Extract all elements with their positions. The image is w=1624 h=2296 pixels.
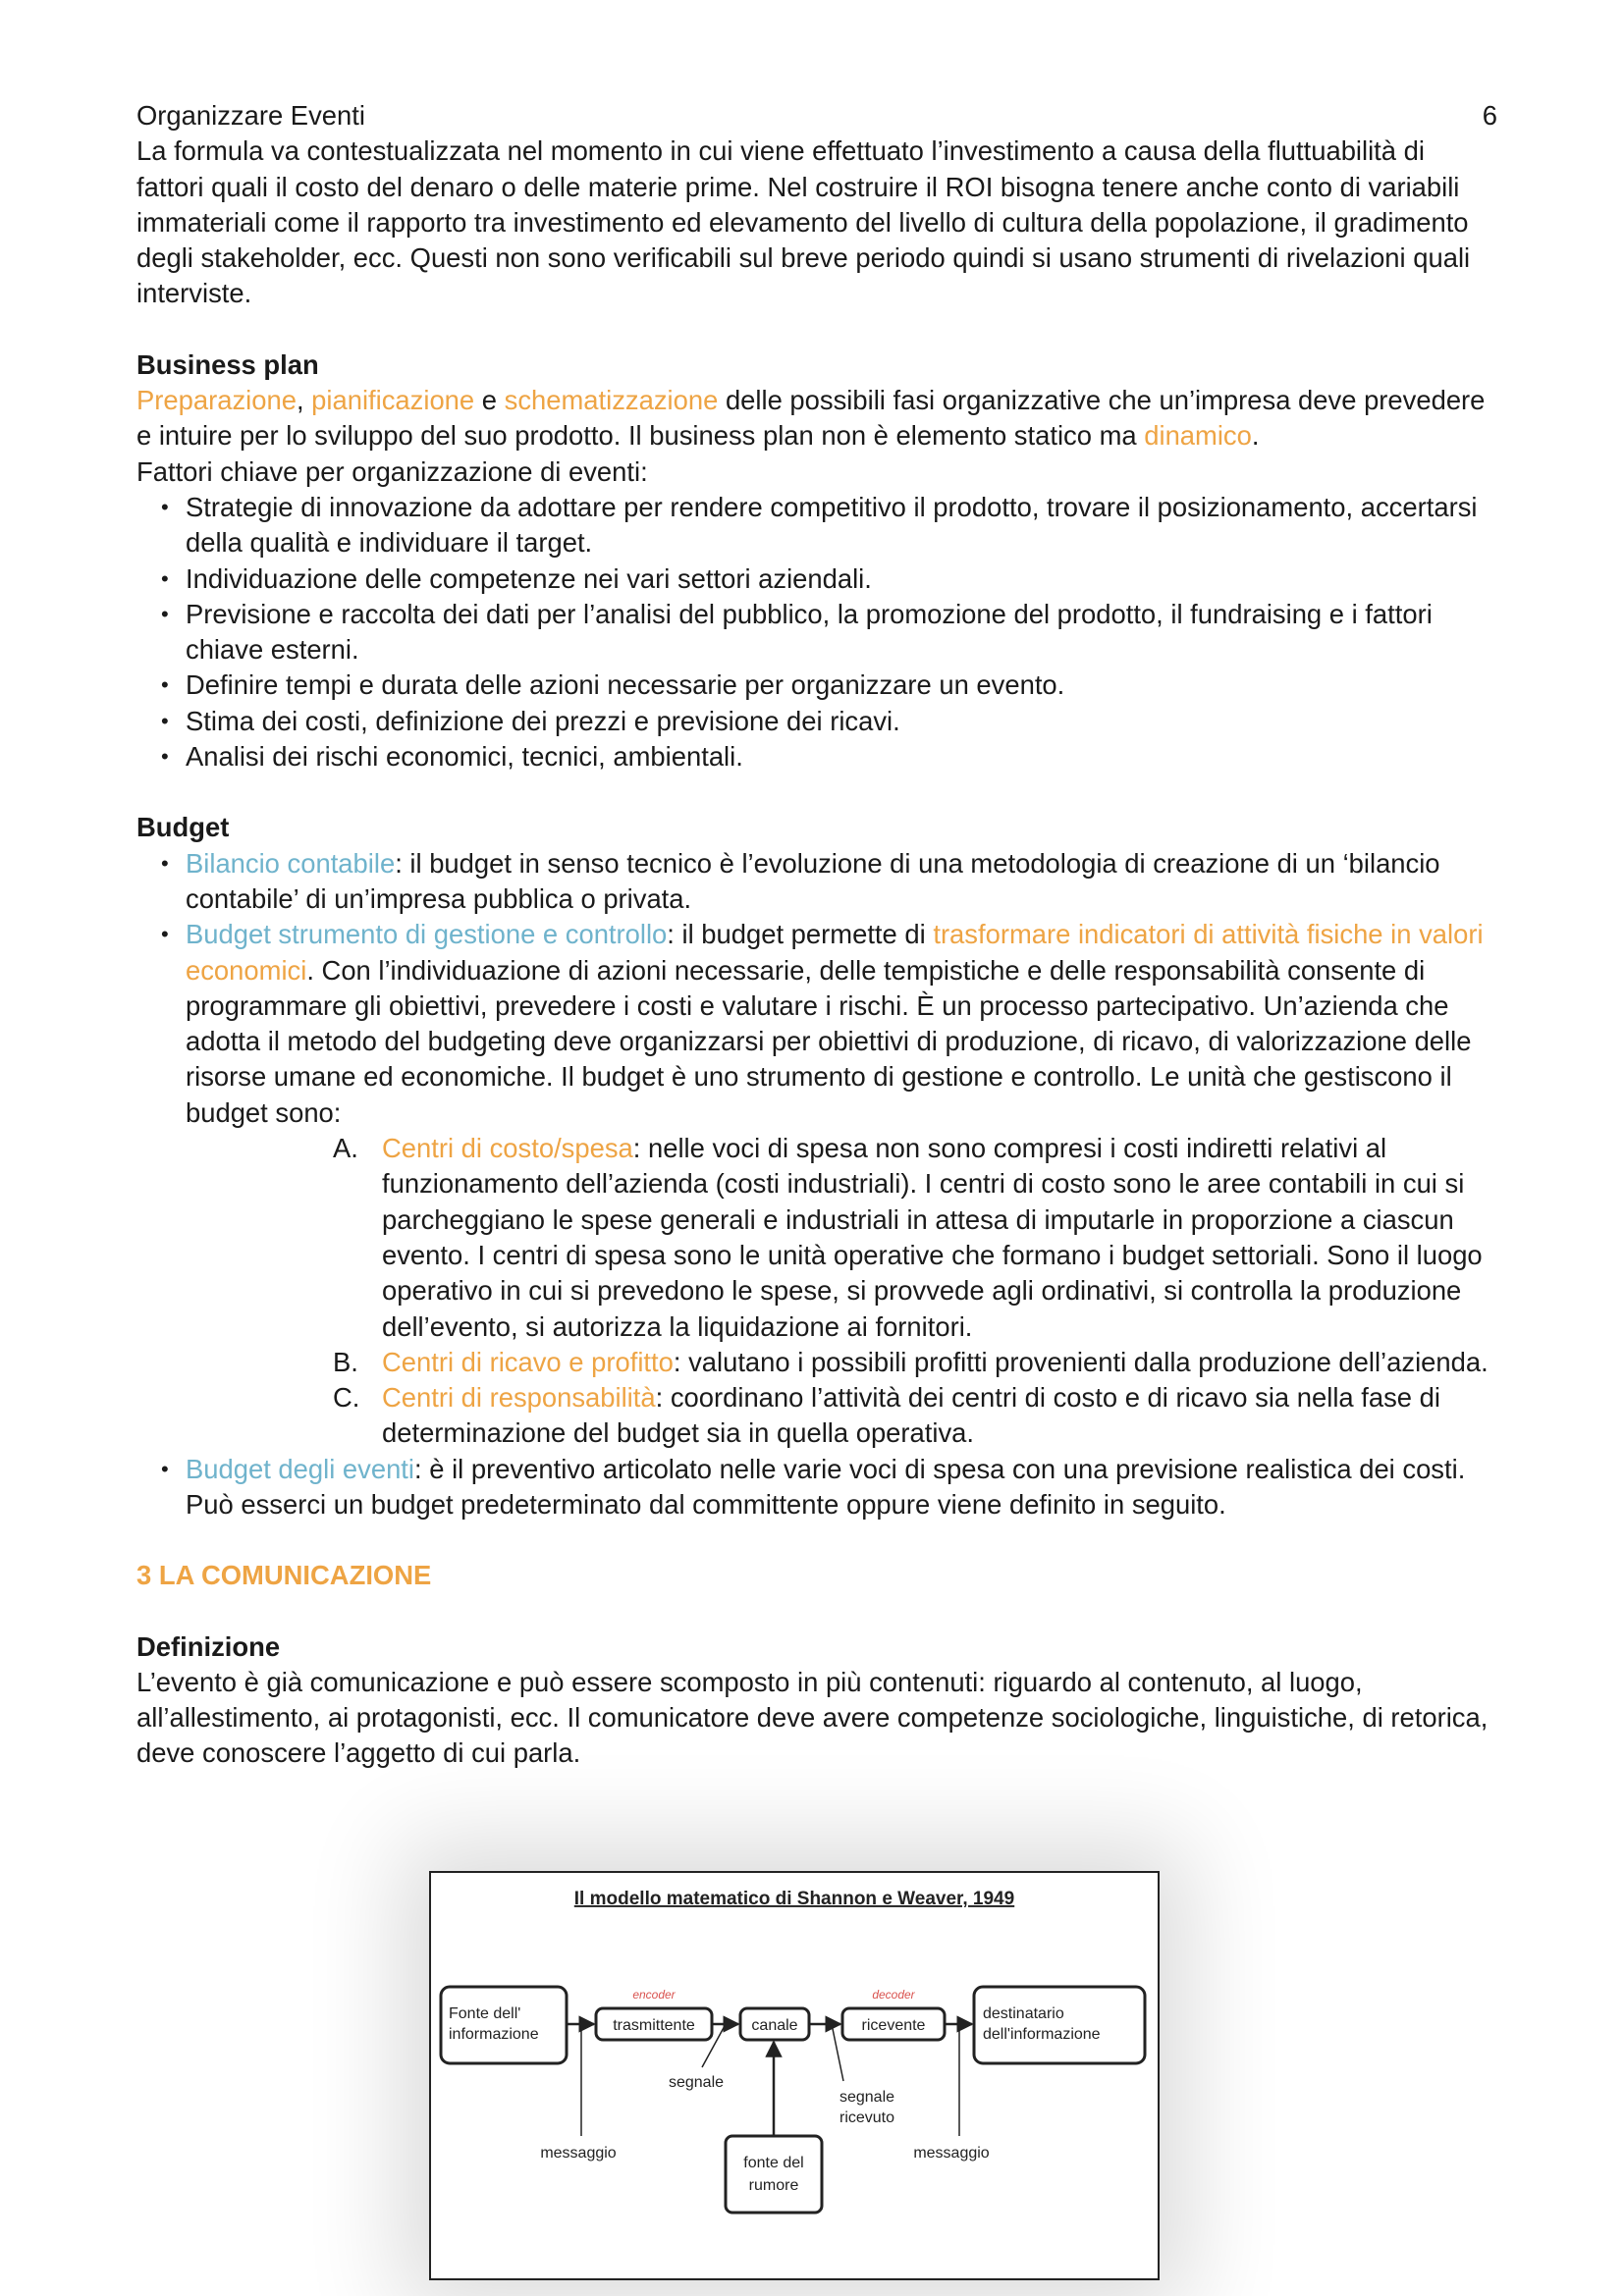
business-plan-heading: Business plan <box>136 348 319 380</box>
item-text-a: : il budget permette di <box>667 919 934 950</box>
noise-source-box <box>726 2136 822 2213</box>
term-pianificazione: pianificazione <box>311 385 475 416</box>
message-right-label: messaggio <box>913 2145 990 2162</box>
list-item <box>186 1380 1497 1452</box>
term-centri-costo: Centri di costo/spesa <box>382 1133 633 1164</box>
signal-label: segnale <box>668 2074 725 2091</box>
highlight-trasformare: trasformare indicatori di attività fisiche in valori economici <box>186 919 1484 986</box>
received-signal-label-1: segnale <box>839 2089 895 2106</box>
noise-label-2: rumore <box>748 2177 799 2194</box>
item-text: : è il preventivo articolato nelle varie voci di spesa con una previsione realistica dei costi. Può esserci un budget predeterminato dal committente oppure viene definito in seguito. <box>186 1453 1466 1520</box>
message-left-label: messaggio <box>540 2145 617 2162</box>
diagram-title: Il modello matematico di Shannon e Weaver, 1949 <box>573 1889 1015 1909</box>
channel-label: canale <box>751 2017 798 2034</box>
list-item: • Analisi dei rischi economici, tecnici, ambientali. <box>136 739 1497 774</box>
term-schematizzazione: schematizzazione <box>504 385 719 416</box>
business-plan-definition <box>136 383 1497 454</box>
list-item <box>136 917 1497 1451</box>
communication-model-diagram <box>429 1871 1160 2280</box>
list-item <box>136 1452 1497 1523</box>
transmitter-label: trasmittente <box>613 2017 695 2034</box>
section-title: 3 LA COMUNICAZIONE <box>136 1560 432 1591</box>
list-marker: C. <box>333 1382 360 1414</box>
source-label-2: informazione <box>449 2026 539 2043</box>
sep-2: e <box>474 385 505 416</box>
definition-end: . <box>1251 420 1260 452</box>
document-page <box>136 98 1497 1772</box>
list-item <box>136 846 1497 918</box>
definition-text: delle possibili fasi organizzative che un’impresa deve prevedere e intuire per lo sviluppo del suo prodotto. Il business plan non è elemento statico ma <box>136 385 1486 452</box>
term-bilancio-contabile: Bilancio contabile <box>186 847 396 879</box>
intro-paragraph: La formula va contestualizzata nel momento in cui viene effettuato l’investimento a causa della fluttuabilità di fattori quali il costo del denaro o delle materie prime. Nel costruire il ROI bisogna tenere anche conto di variabili immateriali come il rapporto tra investimento ed elevamento del livello di cultura della popolazione, il gradimento degli stakeholder, ecc. Questi non sono verificabili sul breve periodo quindi si usano strumenti di rivelazioni quali interviste. <box>136 135 1471 309</box>
list-item <box>186 1345 1497 1380</box>
item-text-b: . Con l’individuazione di azioni necessarie, delle tempistiche e delle responsabilità consente di programmare gli obiettivi, prevedere i costi e valutare i rischi. È un processo partecipativo. Un’azienda che adotta il metodo del budgeting deve organizzarsi per obiettivi di produzione, di ricavo, di valorizzazione delle risorse umane ed economiche. Il budget è uno strumento di gestione e controllo. Le unità che gestiscono il budget sono: <box>186 954 1472 1128</box>
header-title: Organizzare Eventi <box>136 100 365 131</box>
item-text: : il budget in senso tecnico è l’evoluzione di una metodologia di creazione di un ‘bilancio contabile’ di un’impresa pubblica o privata. <box>186 847 1440 914</box>
list-item: • Strategie di innovazione da adottare per rendere competitivo il prodotto, trovare il posizionamento, accertarsi della qualità e individuare il target. <box>136 490 1497 561</box>
list-item <box>186 1131 1497 1345</box>
term-preparazione: Preparazione <box>136 385 297 416</box>
term-dinamico: dinamico <box>1144 420 1252 452</box>
list-marker: B. <box>333 1346 358 1377</box>
decoder-label: decoder <box>872 1988 915 2002</box>
list-item: • Individuazione delle competenze nei vari settori aziendali. <box>136 561 1497 597</box>
destination-box <box>974 1987 1145 2063</box>
figure-frame <box>430 1872 1159 2279</box>
definition-heading: Definizione <box>136 1630 281 1662</box>
list-marker: A. <box>333 1133 358 1164</box>
term-centri-responsabilita: Centri di responsabilità <box>382 1382 656 1414</box>
item-text: : valutano i possibili profitti provenienti dalla produzione dell’azienda. <box>673 1346 1489 1377</box>
destination-label-2: dell'informazione <box>983 2026 1101 2043</box>
received-signal-label-2: ricevuto <box>839 2109 895 2126</box>
receiver-label: ricevente <box>861 2017 926 2034</box>
list-item: • Definire tempi e durata delle azioni necessarie per organizzare un evento. <box>136 667 1497 703</box>
encoder-label: encoder <box>632 1988 676 2002</box>
page-number: 6 <box>1482 100 1497 131</box>
term-budget-strumento: Budget strumento di gestione e controllo <box>186 919 668 950</box>
running-header <box>136 98 1497 133</box>
list-item: • Stima dei costi, definizione dei prezzi e previsione dei ricavi. <box>136 704 1497 739</box>
destination-label-1: destinatario <box>983 2005 1064 2022</box>
term-centri-ricavo: Centri di ricavo e profitto <box>382 1346 674 1377</box>
source-box <box>441 1987 567 2063</box>
communication-paragraph: L’evento è già comunicazione e può essere scomposto in più contenuti: riguardo al contenuto, al luogo, all’allestimento, ai protagonisti, ecc. Il comunicatore deve avere competenze sociologiche, linguistiche, di retorica, deve conoscere l’aggetto di cui parla. <box>136 1666 1489 1769</box>
list-item: • Previsione e raccolta dei dati per l’analisi del pubblico, la promozione del prodotto, il fundraising e i fattori chiave esterni. <box>136 597 1497 668</box>
factors-intro: Fattori chiave per organizzazione di eventi: <box>136 455 648 487</box>
factors-list <box>136 490 1497 774</box>
budget-units-list <box>186 1131 1497 1452</box>
source-label-1: Fonte dell' <box>449 2005 521 2022</box>
shannon-weaver-figure <box>429 1871 1160 2280</box>
term-budget-eventi: Budget degli eventi <box>186 1453 414 1484</box>
noise-label-1: fonte del <box>743 2155 804 2171</box>
budget-list <box>136 846 1497 1523</box>
budget-heading: Budget <box>136 812 230 843</box>
sep-1: , <box>296 385 312 416</box>
item-text: : nelle voci di spesa non sono compresi i costi indiretti relativi al funzionamento dell’azienda (costi industriali). I centri di costo sono le aree contabili in cui si parcheggiano le spese generali e industriali in attesa di imputarle in proporzione a ciascun evento. I centri di spesa sono le unità operative che formano i budget settoriali. Sono il luogo operativo in cui si prevedono le spese, si provvede agli ordinativi, si controlla la produzione dell’evento, si autorizza la liquidazione ai fornitori. <box>382 1133 1483 1342</box>
item-text: : coordinano l’attività dei centri di costo e di ricavo sia nella fase di determinazione del budget sia in quella operativa. <box>382 1382 1440 1449</box>
